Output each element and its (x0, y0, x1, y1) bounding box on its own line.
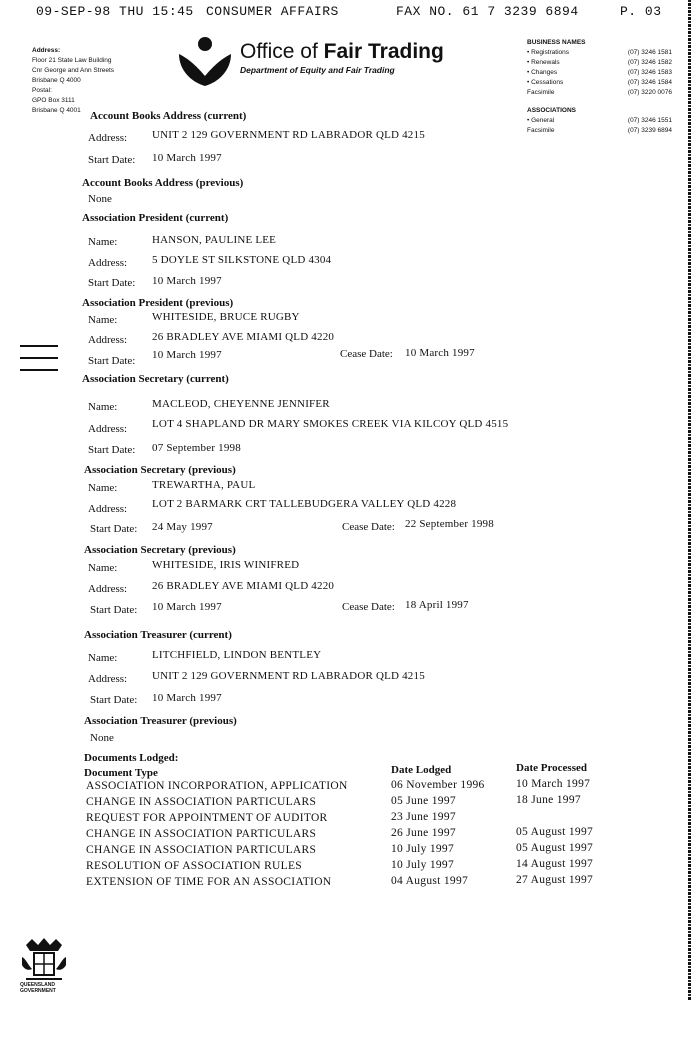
contact-number: (07) 3220 0076 (627, 89, 672, 96)
fax-department: CONSUMER AFFAIRS (206, 4, 339, 19)
contact-label: • Cessations (527, 79, 564, 86)
start-date-value: 10 March 1997 (152, 692, 222, 704)
contact-numbers (527, 38, 672, 136)
crest-caption-line: QUEENSLAND (20, 982, 56, 988)
contact-row (527, 78, 672, 88)
name-label: Name: (88, 652, 118, 664)
section-heading: Association President (current) (82, 212, 229, 224)
contact-row (527, 126, 672, 136)
contact-row (527, 68, 672, 78)
name-label: Name: (88, 314, 118, 326)
contact-number: (07) 3246 1551 (627, 117, 672, 124)
address-value: UNIT 2 129 GOVERNMENT RD LABRADOR QLD 4215 (152, 129, 425, 141)
column-header-document-type: Document Type (84, 767, 158, 779)
margin-marks (20, 345, 58, 381)
column-header-date-lodged: Date Lodged (391, 764, 452, 776)
address-value: 5 DOYLE ST SILKSTONE QLD 4304 (152, 254, 332, 266)
start-date-label: Start Date: (88, 154, 136, 166)
start-date-label: Start Date: (88, 277, 136, 289)
document-type-cell: RESOLUTION OF ASSOCIATION RULES (86, 860, 302, 872)
address-label: Address: (88, 257, 128, 269)
address-label: Address: (88, 503, 128, 515)
contact-row (527, 116, 672, 126)
office-name-part1: Office of (240, 40, 324, 63)
fax-number: FAX NO. 61 7 3239 6894 (396, 4, 579, 19)
date-processed-cell: 05 August 1997 (516, 842, 594, 854)
column-header-date-processed: Date Processed (516, 762, 587, 774)
contact-number: (07) 3246 1581 (627, 49, 672, 56)
department-name: Department of Equity and Fair Trading (240, 65, 395, 75)
date-lodged-cell: 10 July 1997 (391, 843, 455, 855)
queensland-crest-icon (18, 935, 70, 987)
name-label: Name: (88, 401, 118, 413)
contact-label: • General (527, 117, 555, 124)
date-processed-cell: 18 June 1997 (516, 794, 581, 806)
sender-address (32, 46, 114, 116)
date-processed-cell: 10 March 1997 (516, 778, 591, 790)
document-type-cell: CHANGE IN ASSOCIATION PARTICULARS (86, 828, 317, 840)
address-value: 26 BRADLEY AVE MIAMI QLD 4220 (152, 331, 335, 343)
start-date-value: 10 March 1997 (152, 601, 222, 613)
contact-label: Facsimile (527, 89, 555, 96)
none-value: None (88, 193, 112, 205)
contact-label: Facsimile (527, 127, 555, 134)
name-label: Name: (88, 482, 118, 494)
date-lodged-cell: 06 November 1996 (391, 779, 485, 791)
documents-heading: Documents Lodged: (84, 752, 179, 764)
document-type-cell: CHANGE IN ASSOCIATION PARTICULARS (86, 844, 317, 856)
document-type-cell: ASSOCIATION INCORPORATION, APPLICATION (86, 780, 348, 792)
date-lodged-cell: 04 August 1997 (391, 875, 469, 887)
name-value: LITCHFIELD, LINDON BENTLEY (152, 649, 322, 661)
business-names-heading: BUSINESS NAMES (527, 39, 586, 46)
office-name-part2: Fair Trading (323, 40, 444, 63)
date-lodged-cell: 10 July 1997 (391, 859, 455, 871)
cease-date-label: Cease Date: (342, 521, 395, 533)
start-date-value: 07 September 1998 (152, 442, 241, 454)
sender-address-line: Brisbane Q 4000 (32, 77, 81, 84)
section-heading: Account Books Address (previous) (82, 177, 244, 189)
section-heading: Association Treasurer (current) (84, 629, 232, 641)
start-date-label: Start Date: (88, 444, 136, 456)
associations-heading: ASSOCIATIONS (527, 107, 576, 114)
name-value: TREWARTHA, PAUL (152, 479, 256, 491)
contact-row (527, 58, 672, 68)
none-value: None (90, 732, 114, 744)
date-lodged-cell: 26 June 1997 (391, 827, 456, 839)
section-heading: Association Treasurer (previous) (84, 715, 237, 727)
date-processed-cell: 05 August 1997 (516, 826, 594, 838)
address-label: Address: (88, 423, 128, 435)
start-date-value: 10 March 1997 (152, 152, 222, 164)
fax-edge-artifact (688, 0, 691, 1000)
address-value: UNIT 2 129 GOVERNMENT RD LABRADOR QLD 4215 (152, 670, 425, 682)
date-lodged-cell: 23 June 1997 (391, 811, 456, 823)
name-label: Name: (88, 562, 118, 574)
sender-address-line: Cnr George and Ann Streets (32, 67, 115, 74)
sender-address-line: Brisbane Q 4001 (32, 107, 81, 114)
crest-caption-line: GOVERNMENT (20, 988, 56, 994)
name-value: WHITESIDE, IRIS WINIFRED (152, 559, 300, 571)
contact-number: (07) 3239 6894 (627, 127, 672, 134)
section-heading: Association Secretary (current) (82, 373, 229, 385)
address-value: LOT 2 BARMARK CRT TALLEBUDGERA VALLEY QLD 4228 (152, 498, 457, 510)
name-value: HANSON, PAULINE LEE (152, 234, 277, 246)
address-label: Address: (88, 673, 128, 685)
contact-number: (07) 3246 1584 (627, 79, 672, 86)
document-type-cell: CHANGE IN ASSOCIATION PARTICULARS (86, 796, 317, 808)
date-lodged-cell: 05 June 1997 (391, 795, 456, 807)
name-label: Name: (88, 236, 118, 248)
sender-address-line: GPO Box 3111 (32, 97, 75, 104)
section-heading: Association Secretary (previous) (84, 464, 236, 476)
cease-date-value: 10 March 1997 (405, 347, 475, 359)
contact-label: • Changes (527, 69, 558, 76)
start-date-label: Start Date: (88, 355, 136, 367)
contact-label: • Registrations (527, 49, 570, 56)
contact-number: (07) 3246 1582 (627, 59, 672, 66)
document-type-cell: EXTENSION OF TIME FOR AN ASSOCIATION (86, 876, 332, 888)
start-date-label: Start Date: (90, 523, 138, 535)
contact-number: (07) 3246 1583 (627, 69, 672, 76)
start-date-label: Start Date: (90, 694, 138, 706)
fair-trading-logo-icon (175, 36, 235, 88)
contact-row (527, 88, 672, 98)
contact-label: • Renewals (527, 59, 560, 66)
address-label: Address: (88, 583, 128, 595)
start-date-value: 24 May 1997 (152, 521, 213, 533)
cease-date-label: Cease Date: (340, 348, 393, 360)
sender-address-line: Postal: (32, 87, 52, 94)
address-label: Address: (88, 334, 128, 346)
section-heading: Account Books Address (current) (90, 110, 247, 122)
start-date-value: 10 March 1997 (152, 275, 222, 287)
fax-page: P. 03 (620, 4, 662, 19)
address-value: 26 BRADLEY AVE MIAMI QLD 4220 (152, 580, 335, 592)
sender-address-line: Floor 21 State Law Building (32, 57, 112, 64)
crest-caption (20, 982, 56, 994)
address-value: LOT 4 SHAPLAND DR MARY SMOKES CREEK VIA KILCOY QLD 4515 (152, 418, 509, 430)
office-brand (240, 40, 444, 75)
cease-date-value: 18 April 1997 (405, 599, 469, 611)
fax-date-time: 09-SEP-98 THU 15:45 (36, 4, 194, 19)
section-heading: Association President (previous) (82, 297, 234, 309)
cease-date-label: Cease Date: (342, 601, 395, 613)
name-value: MACLEOD, CHEYENNE JENNIFER (152, 398, 330, 410)
document-type-cell: REQUEST FOR APPOINTMENT OF AUDITOR (86, 812, 328, 824)
start-date-label: Start Date: (90, 604, 138, 616)
address-label: Address: (88, 132, 128, 144)
start-date-value: 10 March 1997 (152, 349, 222, 361)
date-processed-cell: 27 August 1997 (516, 874, 594, 886)
name-value: WHITESIDE, BRUCE RUGBY (152, 311, 300, 323)
cease-date-value: 22 September 1998 (405, 518, 494, 530)
date-processed-cell: 14 August 1997 (516, 858, 594, 870)
section-heading: Association Secretary (previous) (84, 544, 236, 556)
contact-row (527, 48, 672, 58)
sender-address-heading: Address: (32, 47, 61, 54)
